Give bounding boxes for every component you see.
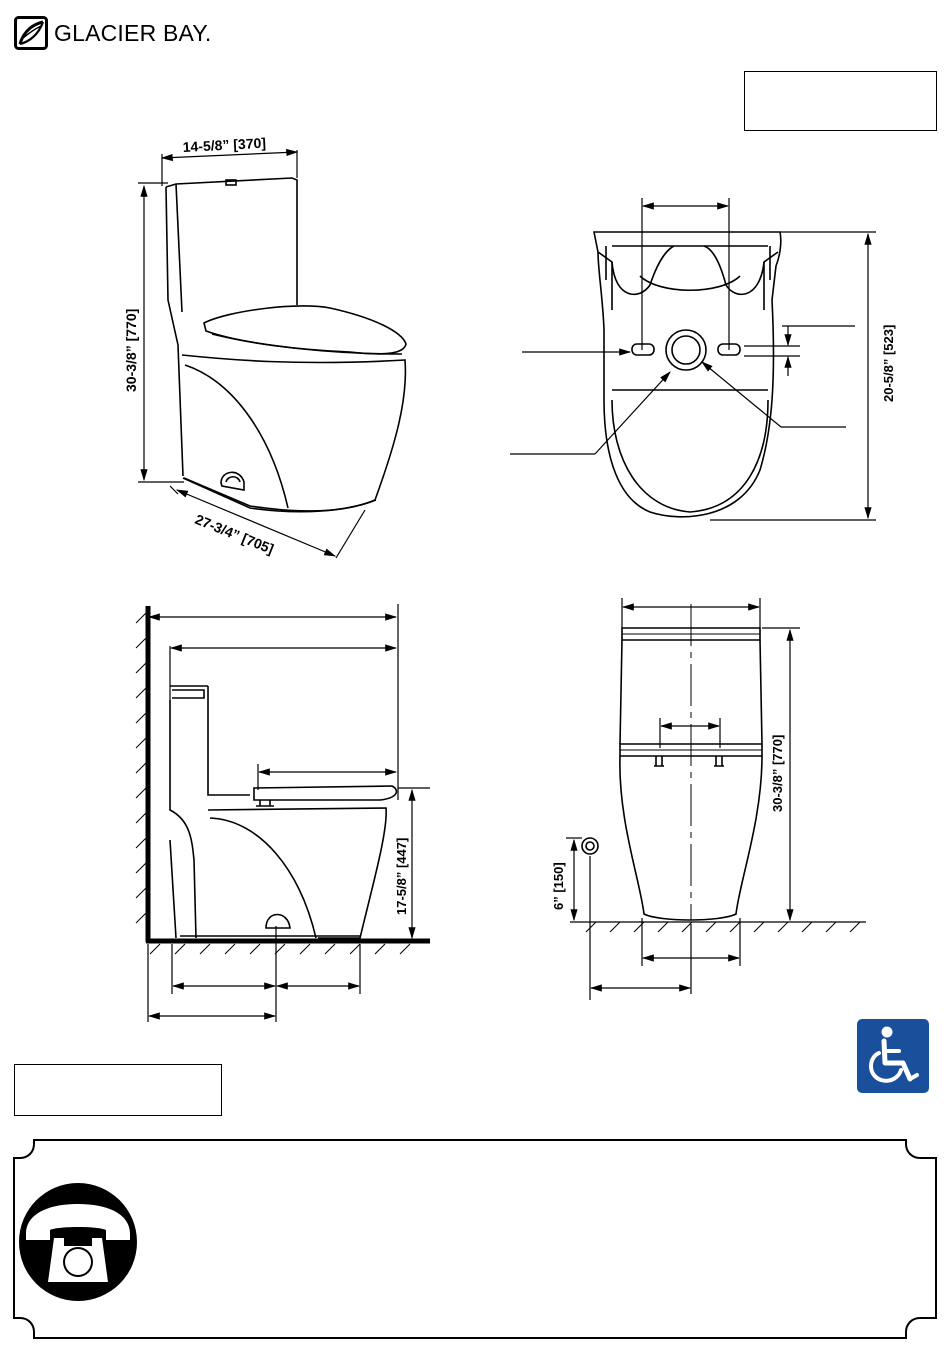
telephone-icon — [18, 1182, 138, 1302]
model-label-box — [14, 1064, 222, 1116]
dim-seat-height: 17-5/8” [447] — [394, 837, 409, 915]
wheelchair-icon — [857, 1019, 929, 1093]
top-view — [594, 232, 781, 517]
side-perspective-view — [166, 178, 406, 512]
contact-panel — [18, 1182, 138, 1302]
dim-overall-height: 30-3/8” [770] — [123, 308, 139, 392]
dim-overall-depth: 27-3/4” [705] — [192, 510, 277, 557]
dim-bowl-length: 20-5/8” [523] — [881, 324, 896, 402]
dim-supply-height: 6” [150] — [551, 862, 566, 910]
side-perspective-dimensions — [138, 150, 365, 558]
dim-tank-width: 14-5/8” [370] — [182, 134, 267, 155]
side-section-view — [136, 606, 430, 954]
front-view-dimensions — [566, 598, 800, 1000]
accessibility-badge — [857, 1019, 929, 1093]
front-view — [570, 604, 866, 932]
dim-front-height: 30-3/8” [770] — [770, 734, 785, 812]
brand-name: GLACIER BAY. — [54, 19, 212, 46]
side-section-dimensions — [148, 604, 430, 1022]
contact-panel-frame — [10, 1138, 940, 1343]
